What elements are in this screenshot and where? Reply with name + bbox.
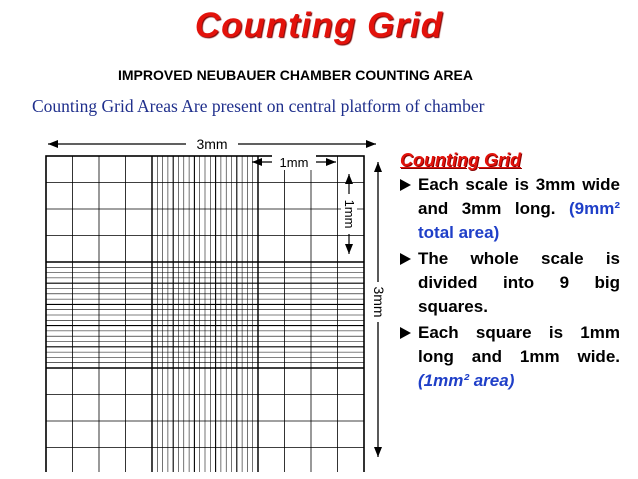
arrow-up-icon (374, 162, 382, 172)
arrow-right-icon (366, 140, 376, 148)
grid-lines (46, 156, 364, 472)
bullet-highlight: (1mm² area) (418, 371, 515, 390)
bullet-text: The whole scale is divided into 9 big squares. (418, 249, 620, 316)
counting-grid-svg (36, 132, 396, 472)
counting-grid-diagram (36, 132, 396, 472)
slide-subtitle: IMPROVED NEUBAUER CHAMBER COUNTING AREA (118, 67, 473, 83)
bullet-arrow-icon (400, 179, 411, 191)
arrow-left-icon (48, 140, 58, 148)
bullet-text: Each scale is 3mm wide and 3mm long. (418, 175, 620, 218)
bullet-highlight: (9mm² total area) (418, 199, 620, 242)
total-width-label: 3mm (196, 136, 228, 152)
square-height-label: 1mm (342, 199, 357, 229)
bullet-arrow-icon (400, 327, 411, 339)
bullet-item (398, 247, 620, 319)
bullet-text: Each square is 1mm long and 1mm wide. (418, 323, 620, 366)
slide-caption: Counting Grid Areas Are present on central platform of chamber (32, 96, 485, 116)
bullet-item (398, 321, 620, 393)
panel-heading: Counting Grid (400, 150, 521, 170)
square-width-label: 1mm (279, 155, 309, 170)
info-panel (398, 150, 620, 393)
arrow-down-icon (374, 447, 382, 457)
total-height-label: 3mm (371, 286, 387, 318)
bullet-item (398, 173, 620, 245)
slide-title: Counting Grid (194, 6, 444, 45)
bullet-arrow-icon (400, 253, 411, 265)
